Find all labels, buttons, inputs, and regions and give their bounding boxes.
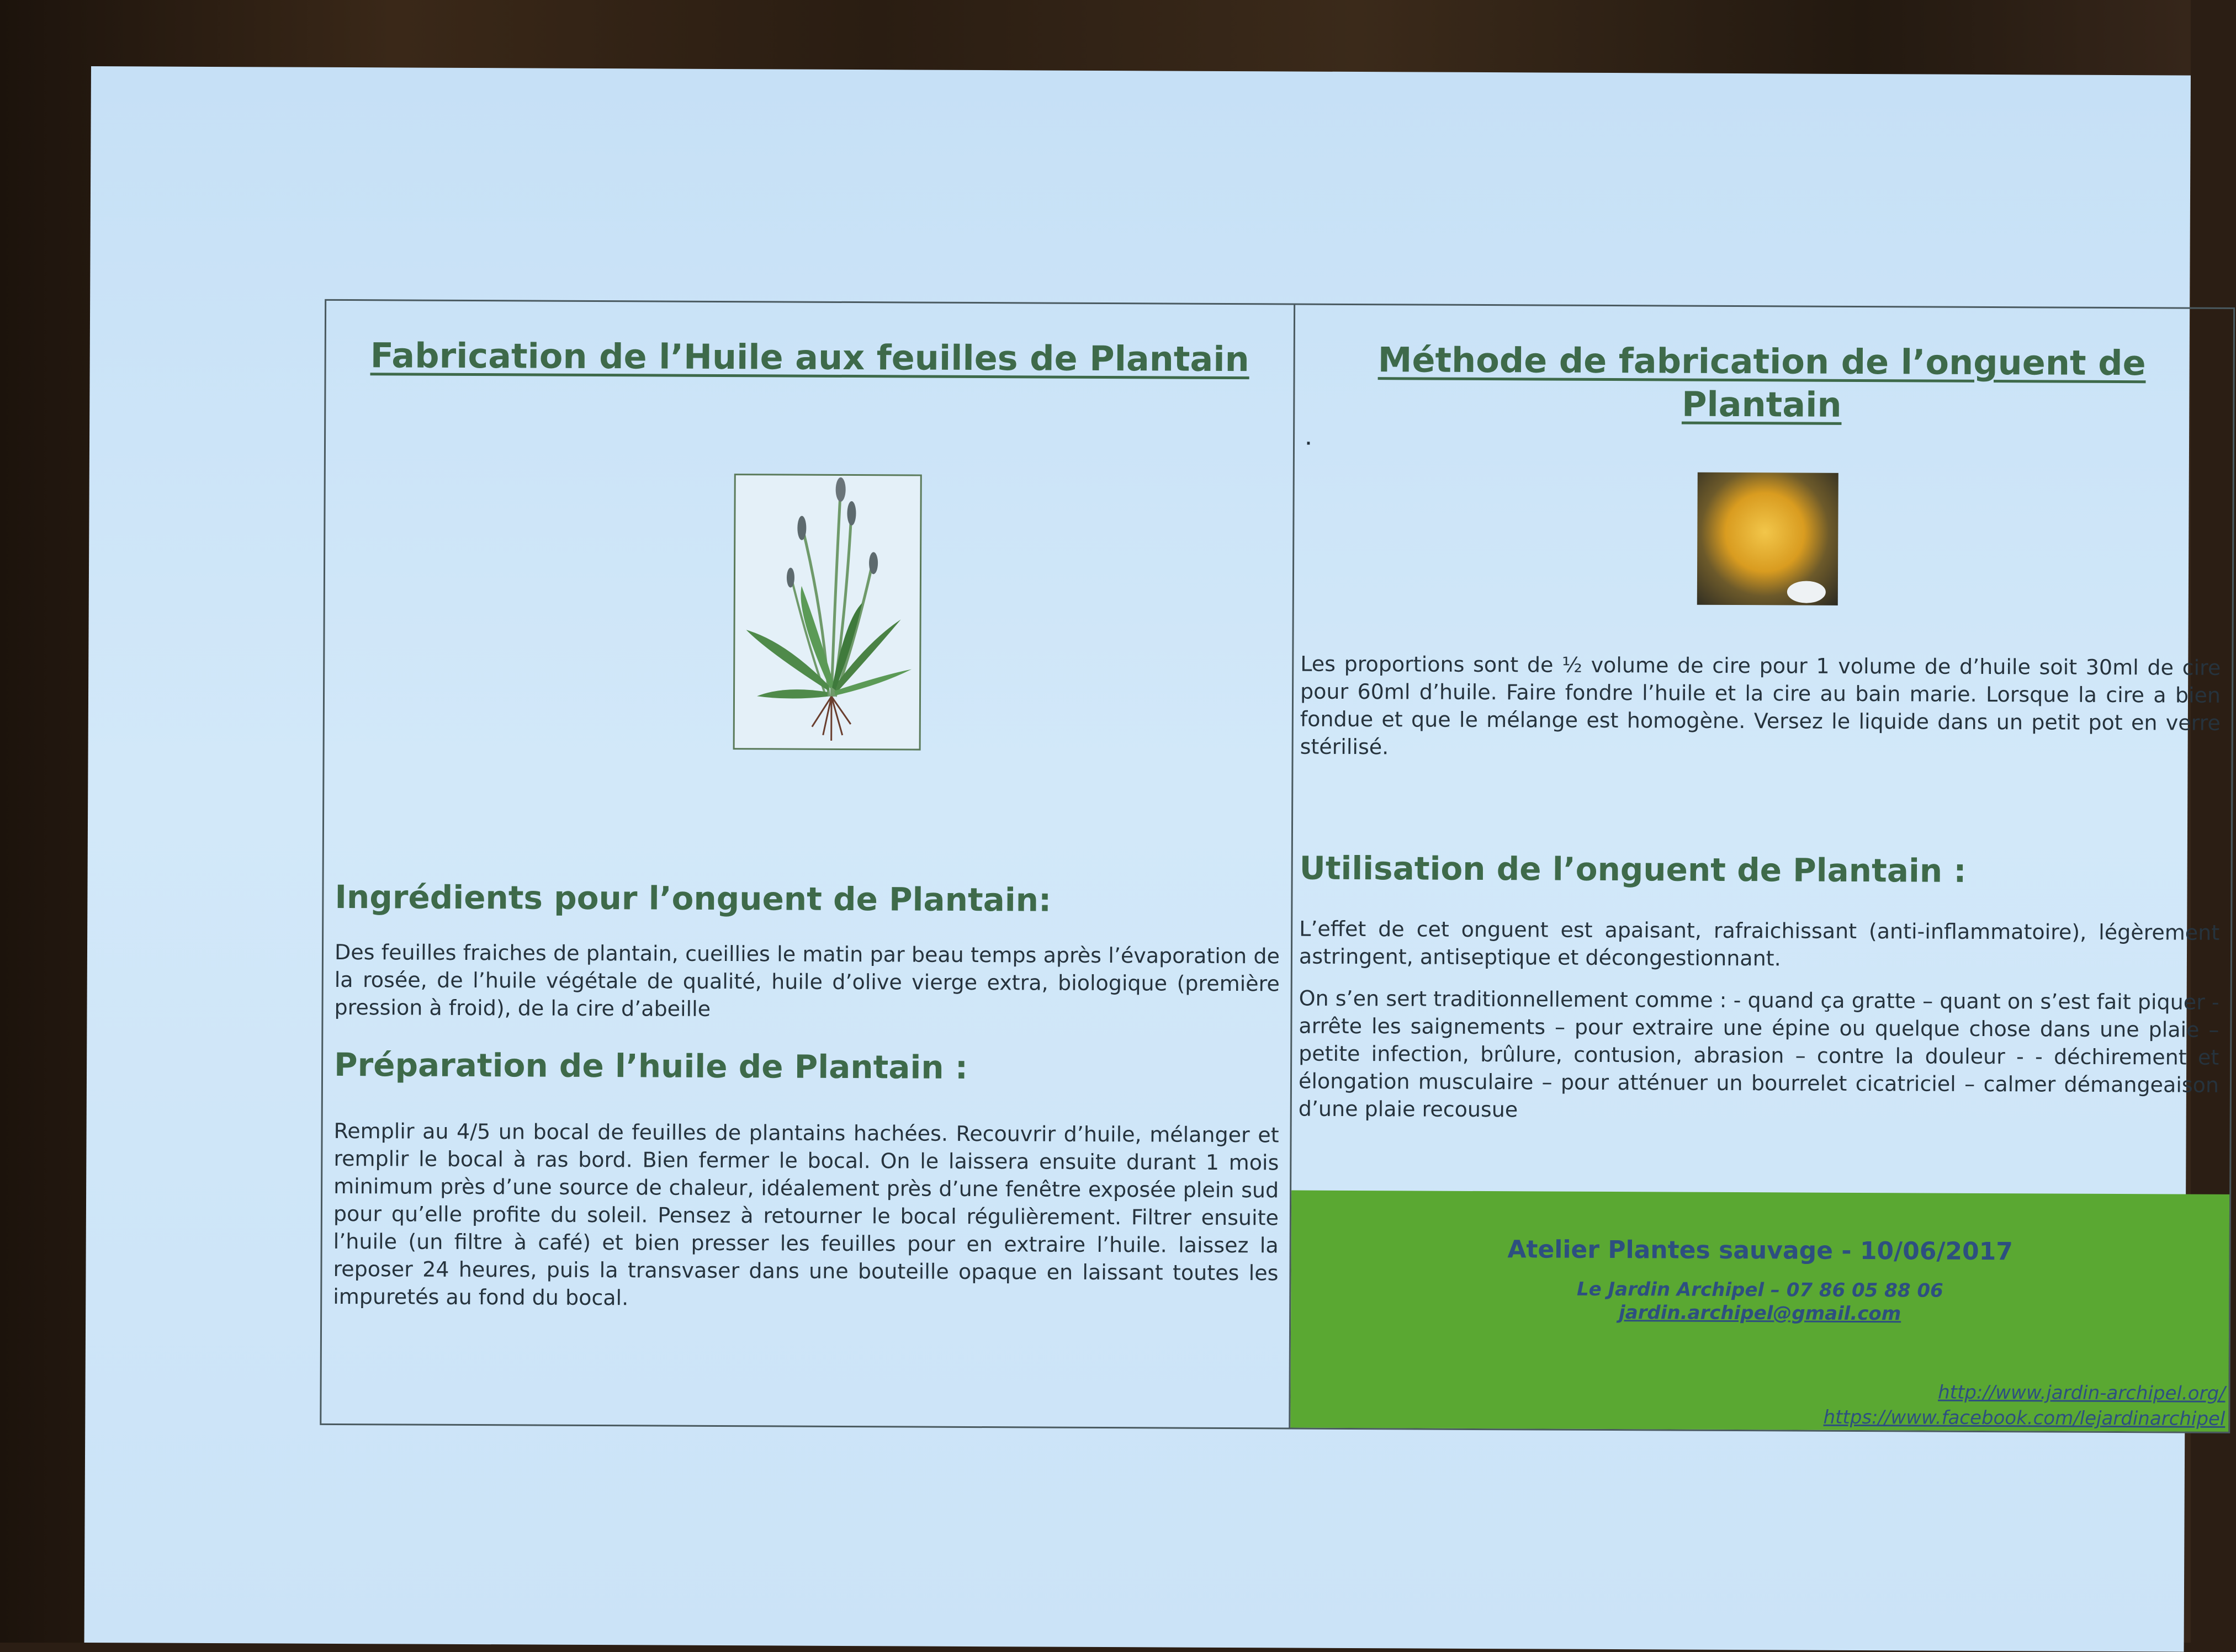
event-title: Atelier Plantes sauvage - 10/06/2017 — [1507, 1235, 2014, 1266]
contact-banner — [1290, 1191, 2229, 1432]
ingredients-text: Des feuilles fraiches de plantain, cueillies le matin par beau temps après l’évaporation de la rosée, de l’huile végétale de qualité, huile d’olive vierge extra, biologique (première pression à froid), de la cire d’abeille — [334, 939, 1280, 1021]
plantain-icon — [735, 475, 920, 748]
preparation-text: Remplir au 4/5 un bocal de feuilles de plantains hachées. Recouvrir d’huile, mélanger et remplir le bocal à ras bord. Bien fermer le bocal. On le laissera ensuite durant 1 mois minimum près d’une source de chaleur, idéalement près d’une fenêtre exposée plein sud pour qu’elle profite du soleil. Pensez à retourner le bocal régulièrement. Filtrer ensuite l’huile (un filtre à café) et bien presser les feuilles pour en extraire l’huile. laissez la reposer 24 heures, puis la transvaser dans une bouteille opaque en laissant toutes les impuretés au fond du bocal. — [333, 1118, 1279, 1310]
facebook-link[interactable]: https://www.facebook.com/lejardinarchipel — [1823, 1406, 2226, 1430]
flyer-table — [320, 299, 2235, 1433]
usage-text-effect: L’effet de cet onguent est apaisant, rafraichissant (anti-inflammatoire), légèrement astringent, antiseptique et décongestionnant. — [1299, 916, 2220, 971]
organization-phone: Le Jardin Archipel – 07 86 05 88 06 — [1576, 1278, 1943, 1302]
right-title: Méthode de fabrication de l’onguent de Plantain — [1377, 339, 2146, 425]
left-column — [321, 301, 1295, 1428]
jar-lid — [1787, 581, 1826, 603]
stray-dot: . — [1304, 419, 1313, 451]
ingredients-heading: Ingrédients pour l’onguent de Plantain: — [335, 878, 1052, 919]
website-link[interactable]: http://www.jardin-archipel.org/ — [1938, 1381, 2226, 1405]
usage-heading: Utilisation de l’onguent de Plantain : — [1299, 849, 1967, 890]
plantain-illustration — [733, 474, 922, 750]
ointment-jar-photo — [1697, 472, 1838, 605]
paper-sheet — [84, 66, 2226, 1652]
preparation-heading: Préparation de l’huile de Plantain : — [333, 1045, 968, 1086]
usage-text-list: On s’en sert traditionnellement comme : - quand ça gratte – quant on s’est fait piquer - arrête les saignements – pour extraire une épine ou quelque chose dans une plaie – petite infection, brûlure, contusion, abrasion – contre la douleur - - déchirement et élongation musculaire – pour atténuer un bourrelet cicatriciel – calmer démangeaison d’une plaie recousue — [1298, 986, 2219, 1122]
left-title: Fabrication de l’Huile aux feuilles de Plantain — [370, 335, 1249, 380]
proportions-text: Les proportions sont de ½ volume de cire pour 1 volume de d’huile soit 30ml de cire pour 60ml d’huile. Faire fondre l’huile et la cire au bain marie. Lorsque la cire a bien fondue et que le mélange est homogène. Versez le liquide dans un petit pot en verre stérilisé. — [1300, 651, 2221, 759]
web-links — [1823, 1379, 2225, 1432]
right-column — [1290, 305, 2233, 1432]
email-link[interactable]: jardin.archipel@gmail.com — [1619, 1302, 1901, 1325]
